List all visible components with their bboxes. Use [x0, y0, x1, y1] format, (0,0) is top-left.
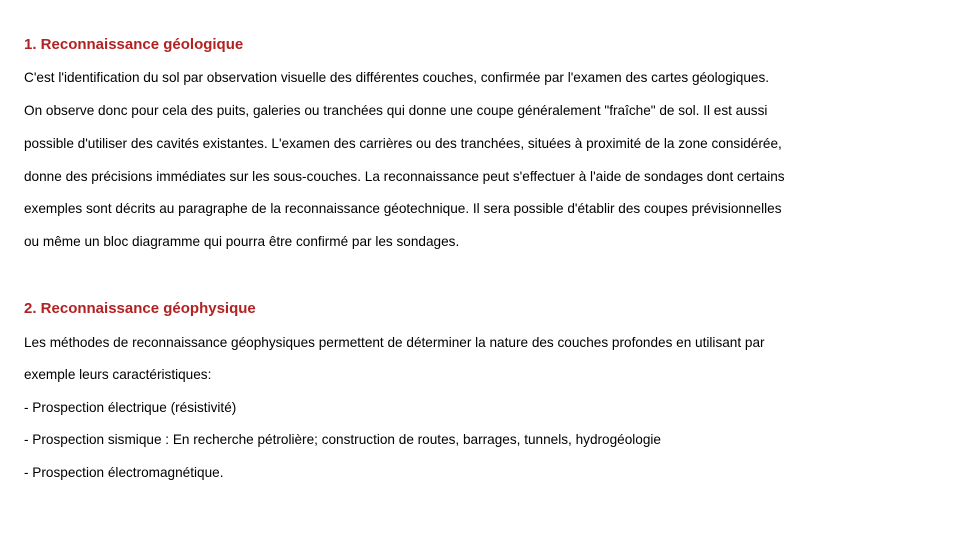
paragraph-line: Les méthodes de reconnaissance géophysiques permettent de déterminer la nature des couches profondes en utilisant par	[24, 335, 765, 350]
paragraph-line: donne des précisions immédiates sur les sous-couches. La reconnaissance peut s'effectuer à l'aide de sondages dont certains	[24, 169, 785, 184]
paragraph-line: possible d'utiliser des cavités existantes. L'examen des carrières ou des tranchées, situées à proximité de la zone considérée,	[24, 136, 782, 151]
paragraph-line: exemples sont décrits au paragraphe de la reconnaissance géotechnique. Il sera possible d'établir des coupes prévisionnelles	[24, 201, 782, 216]
paragraph-line: C'est l'identification du sol par observation visuelle des différentes couches, confirmée par l'examen des cartes géologiques.	[24, 70, 770, 85]
section-heading-geophysique: 2. Reconnaissance géophysique	[24, 300, 256, 317]
paragraph-line: On observe donc pour cela des puits, galeries ou tranchées qui donne une coupe généralement "fraîche" de sol. Il est aussi	[24, 103, 768, 118]
list-item-prospection-electromagnetique: - Prospection électromagnétique.	[24, 465, 224, 480]
paragraph-line: ou même un bloc diagramme qui pourra être confirmé par les sondages.	[24, 234, 460, 249]
paragraph-line: exemple leurs caractéristiques:	[24, 367, 212, 382]
list-item-prospection-sismique: - Prospection sismique : En recherche pétrolière; construction de routes, barrages, tunnels, hydrogéologie	[24, 432, 661, 447]
list-item-prospection-electrique: - Prospection électrique (résistivité)	[24, 400, 237, 415]
section-heading-geologique: 1. Reconnaissance géologique	[24, 36, 244, 53]
